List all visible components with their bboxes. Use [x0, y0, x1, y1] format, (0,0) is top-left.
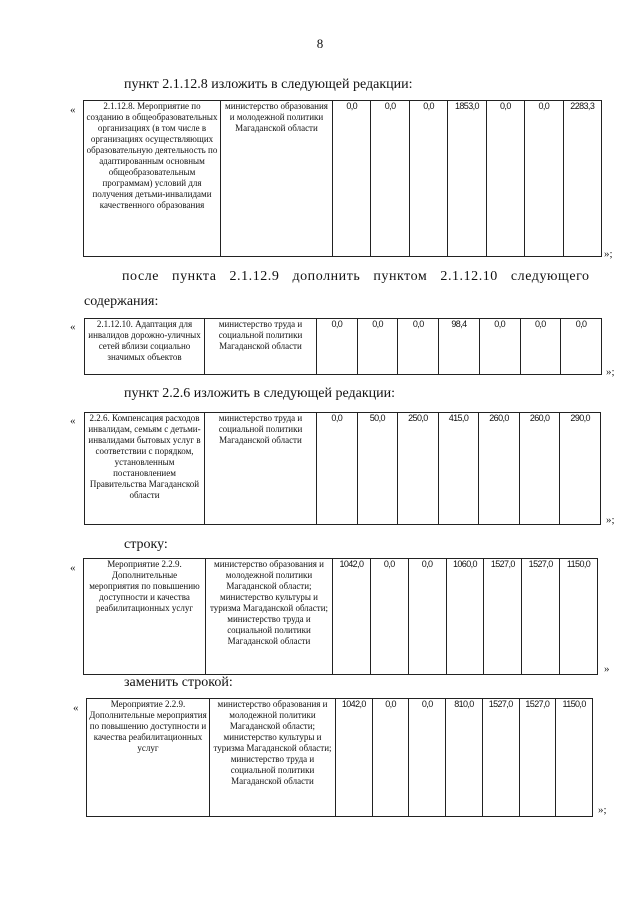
value-cell: 1042,0: [333, 559, 371, 675]
section-4-close-quote: »: [604, 663, 610, 675]
measure-description: 2.1.12.8. Мероприятие по созданию в общеобразовательных организациях (в том числе в организациях осуществляющих образовательную деятельность по адаптированным основным общеобразовательным программам) условий для получения детьми-инвалидами качественного образования: [84, 101, 221, 257]
section-1-close-quote: »;: [604, 248, 613, 260]
section-5-table: [86, 698, 593, 817]
section-4-open-quote: «: [70, 562, 76, 574]
value-cell: 0,0: [398, 319, 439, 375]
value-cell: 0,0: [486, 101, 524, 257]
section-5-close-quote: »;: [598, 804, 607, 816]
value-cell: 0,0: [408, 559, 446, 675]
value-cell: 1150,0: [556, 699, 593, 817]
value-cell: 98,4: [439, 319, 480, 375]
value-cell: 0,0: [357, 319, 398, 375]
value-cell: 1527,0: [482, 699, 519, 817]
value-cell: 0,0: [520, 319, 561, 375]
responsible-organization: министерство образования и молодежной политики Магаданской области; министерство культуры и туризма Магаданской области; министерство труда и социальной политики Магаданской области: [206, 559, 333, 675]
measure-description: Мероприятие 2.2.9. Дополнительные мероприятия по повышению доступности и качества реабилитационных услуг: [87, 699, 210, 817]
section-2-table: [84, 318, 602, 375]
section-5-intro: заменить строкой:: [124, 675, 233, 690]
section-2-open-quote: «: [70, 321, 76, 333]
section-4-intro: строку:: [124, 537, 168, 552]
value-cell: 0,0: [409, 699, 446, 817]
section-4-table: [83, 558, 598, 675]
value-cell: 260,0: [479, 413, 520, 525]
value-cell: 1042,0: [336, 699, 373, 817]
section-1-open-quote: «: [70, 104, 76, 116]
section-3-intro: пункт 2.2.6 изложить в следующей редакции:: [124, 386, 395, 401]
value-cell: 0,0: [317, 319, 358, 375]
measure-description: 2.2.6. Компенсация расходов инвалидам, семьям с детьми-инвалидами бытовых услуг в соответствии с порядком, установленным постановлением Правительства Магаданской области: [85, 413, 205, 525]
responsible-organization: министерство труда и социальной политики Магаданской области: [205, 413, 317, 525]
section-1-intro: пункт 2.1.12.8 изложить в следующей редакции:: [124, 77, 413, 92]
value-cell: 1527,0: [519, 699, 556, 817]
section-5-open-quote: «: [73, 702, 79, 714]
value-cell: 0,0: [371, 101, 409, 257]
page-number: 8: [316, 36, 324, 51]
value-cell: 0,0: [479, 319, 520, 375]
measure-description: Мероприятие 2.2.9. Дополнительные мероприятия по повышению доступности и качества реабилитационных услуг: [84, 559, 206, 675]
value-cell: 2283,3: [563, 101, 601, 257]
responsible-organization: министерство труда и социальной политики Магаданской области: [205, 319, 317, 375]
value-cell: 1527,0: [522, 559, 560, 675]
table-row: [85, 413, 601, 525]
value-cell: 1527,0: [484, 559, 522, 675]
value-cell: 290,0: [560, 413, 601, 525]
value-cell: 50,0: [357, 413, 398, 525]
value-cell: 1853,0: [448, 101, 486, 257]
value-cell: 810,0: [446, 699, 483, 817]
value-cell: 0,0: [370, 559, 408, 675]
table-row: [85, 319, 602, 375]
value-cell: 0,0: [561, 319, 602, 375]
section-3-close-quote: »;: [606, 514, 615, 526]
value-cell: 1060,0: [446, 559, 484, 675]
value-cell: 0,0: [409, 101, 447, 257]
table-row: [84, 559, 598, 675]
section-2-intro-continued: содержания:: [84, 294, 159, 309]
value-cell: 0,0: [525, 101, 563, 257]
value-cell: 250,0: [398, 413, 439, 525]
section-2-intro: после пункта 2.1.12.9 дополнить пунктом 2.1.12.10 следующего: [122, 269, 590, 284]
measure-description: 2.1.12.10. Адаптация для инвалидов дорожно-уличных сетей вблизи социально значимых объектов: [85, 319, 205, 375]
section-3-table: [84, 412, 601, 525]
section-3-open-quote: «: [70, 415, 76, 427]
responsible-organization: министерство образования и молодежной политики Магаданской области; министерство культуры и туризма Магаданской области; министерство труда и социальной политики Магаданской области: [210, 699, 336, 817]
table-row: [87, 699, 593, 817]
section-2-close-quote: »;: [606, 366, 615, 378]
value-cell: 1150,0: [560, 559, 598, 675]
value-cell: 0,0: [372, 699, 409, 817]
value-cell: 260,0: [519, 413, 560, 525]
responsible-organization: министерство образования и молодежной политики Магаданской области: [221, 101, 333, 257]
value-cell: 0,0: [317, 413, 358, 525]
value-cell: 415,0: [438, 413, 479, 525]
section-1-table: [83, 100, 602, 257]
table-row: [84, 101, 602, 257]
value-cell: 0,0: [333, 101, 371, 257]
